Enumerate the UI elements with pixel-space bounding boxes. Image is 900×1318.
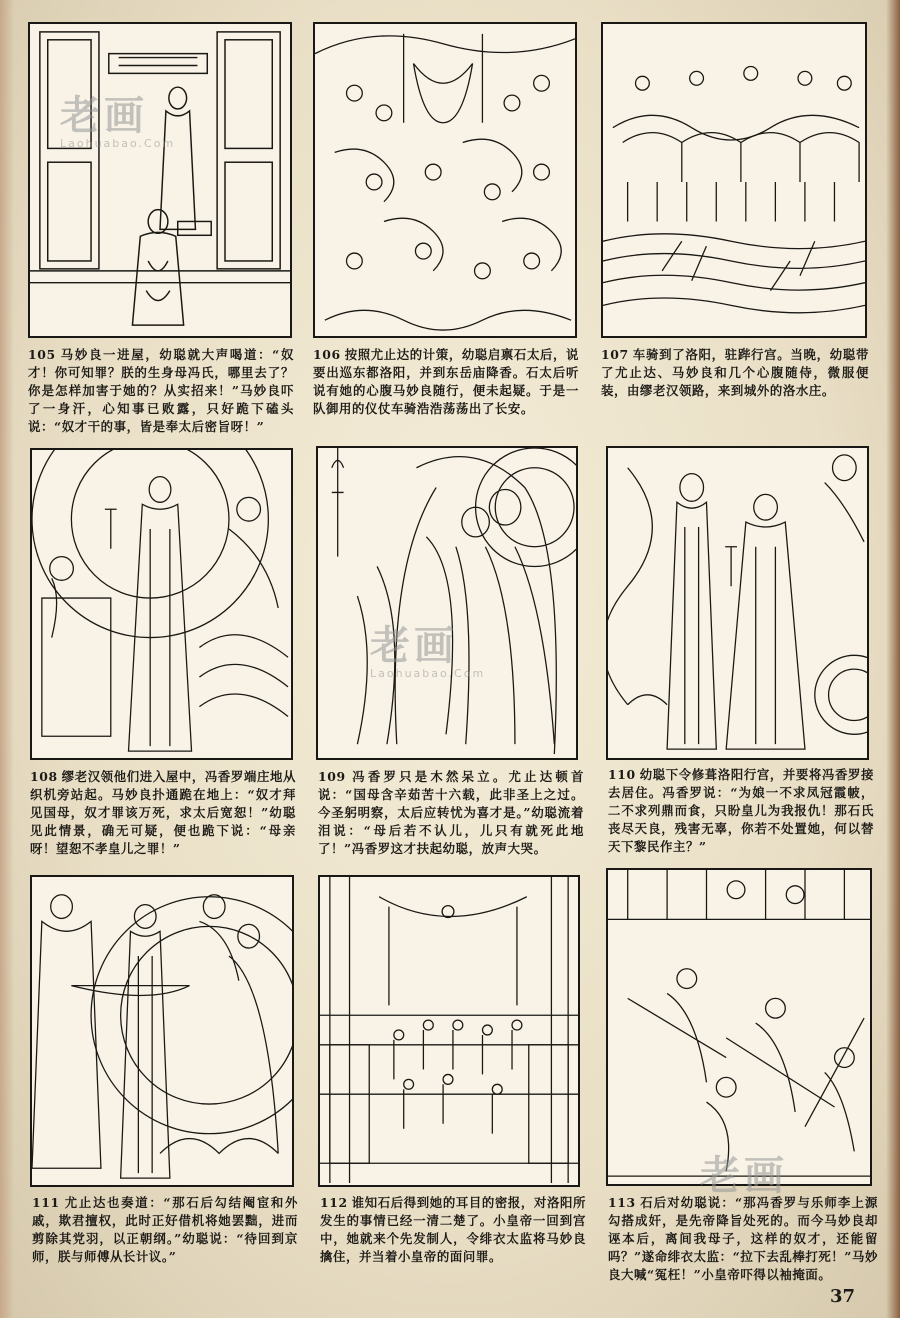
panel-text: 缪老汉领他们进入屋中，冯香罗端庄地从织机旁站起。马妙良扑通跪在地上：“奴才拜见国母，奴才罪该万死，求太后宽恕！”幼聪见此情景，确无可疑，便也跪下说：“母亲呀！望恕不孝皇儿之罪！” [30, 769, 296, 856]
panel-number: 108 [30, 769, 58, 784]
panel-text: 谁知石后得到她的耳目的密报，对洛阳所发生的事情已经一清二楚了。小皇帝一回到宫中，她就来个先发制人，令绯衣太监将马妙良擒住，并当着小皇帝的面问罪。 [320, 1195, 586, 1264]
panel-number: 105 [28, 347, 56, 362]
watermark-logo: 老画 [700, 1153, 788, 1199]
caption-109 [318, 768, 584, 858]
watermark-logo: 老画 [60, 93, 148, 139]
panel-107-illustration [601, 22, 867, 338]
panel-number: 111 [32, 1195, 60, 1210]
caption-106 [313, 346, 579, 418]
panel-109-illustration [316, 446, 578, 760]
caption-105 [28, 346, 294, 436]
panel-text: 按照尤止达的计策，幼聪启禀石太后，说要出巡东都洛阳，并到东岳庙降香。石太后听说有她的心腹马妙良随行，便未起疑。于是一队御用的仪仗车骑浩浩荡荡出了长安。 [313, 347, 579, 416]
panel-text: 石后对幼聪说：“那冯香罗与乐师李上源勾搭成奸，是先帝降旨处死的。而今马妙良却诬本后，离间我母子，这样的奴才，还能留吗？”遂命绯衣太监：“拉下去乱棒打死！”马妙良大喊“冤枉！”小皇帝吓得以袖掩面。 [608, 1195, 879, 1282]
panel-106-illustration [313, 22, 577, 338]
panel-number: 112 [320, 1195, 348, 1210]
page-edge-right [886, 0, 900, 1318]
panel-number: 113 [608, 1195, 636, 1210]
page-edge-left [0, 0, 14, 1318]
caption-108 [30, 768, 296, 858]
panel-text: 幼聪下令修葺洛阳行宫，并要将冯香罗接去居住。冯香罗说：“为娘一不求凤冠霞帔，二不求列鼎而食，只盼皇儿为我报仇！那石氏丧尽天良，残害无辜，你若不处置她，何以替天下黎民作主？” [608, 767, 874, 854]
panel-number: 106 [313, 347, 341, 362]
watermark-url: Laohuabao.Com [370, 667, 486, 680]
caption-111 [32, 1194, 298, 1266]
panel-108-illustration [30, 448, 293, 760]
panel-112-illustration [318, 875, 580, 1187]
panel-105-illustration [28, 22, 292, 338]
panel-number: 109 [318, 769, 346, 784]
panel-113-illustration [606, 868, 872, 1186]
panel-number: 107 [601, 347, 629, 362]
caption-112 [320, 1194, 586, 1266]
caption-113 [608, 1194, 878, 1284]
panel-111-illustration [30, 875, 294, 1187]
watermark-url: Laohuabao.Com [60, 137, 176, 150]
watermark-logo: 老画 [370, 623, 458, 669]
caption-107 [601, 346, 869, 400]
caption-110 [608, 766, 874, 856]
panel-text: 马妙良一进屋，幼聪就大声喝道：“奴才！你可知罪？朕的生身母冯氏，哪里去了？你是怎样加害于她的？从实招来！”马妙良吓了一身汗，心知事已败露，只好跪下磕头说：“奴才干的事，皆是奉太后密旨呀！” [28, 347, 294, 434]
panel-number: 110 [608, 767, 636, 782]
panel-text: 冯香罗只是木然呆立。尤止达顿首说：“国母含辛茹苦十六载，此非圣上之过。今圣躬明察，太后应转忧为喜才是。”幼聪流着泪说：“母后若不认儿，儿只有就死此地了！”冯香罗这才扶起幼聪，放声大哭。 [318, 769, 584, 856]
panel-text: 车骑到了洛阳，驻跸行宫。当晚，幼聪带了尤止达、马妙良和几个心腹随侍，微服便装，由缪老汉领路，来到城外的洛水庄。 [601, 347, 869, 398]
page-number: 37 [830, 1286, 856, 1307]
panel-text: 尤止达也奏道：“那石后勾结阉宦和外戚，欺君擅权，此时正好借机将她罢黜，进而剪除其党羽，以正朝纲。”幼聪说：“待回到京师，朕与师傅从长计议。” [32, 1195, 298, 1264]
panel-110-illustration [606, 446, 869, 760]
